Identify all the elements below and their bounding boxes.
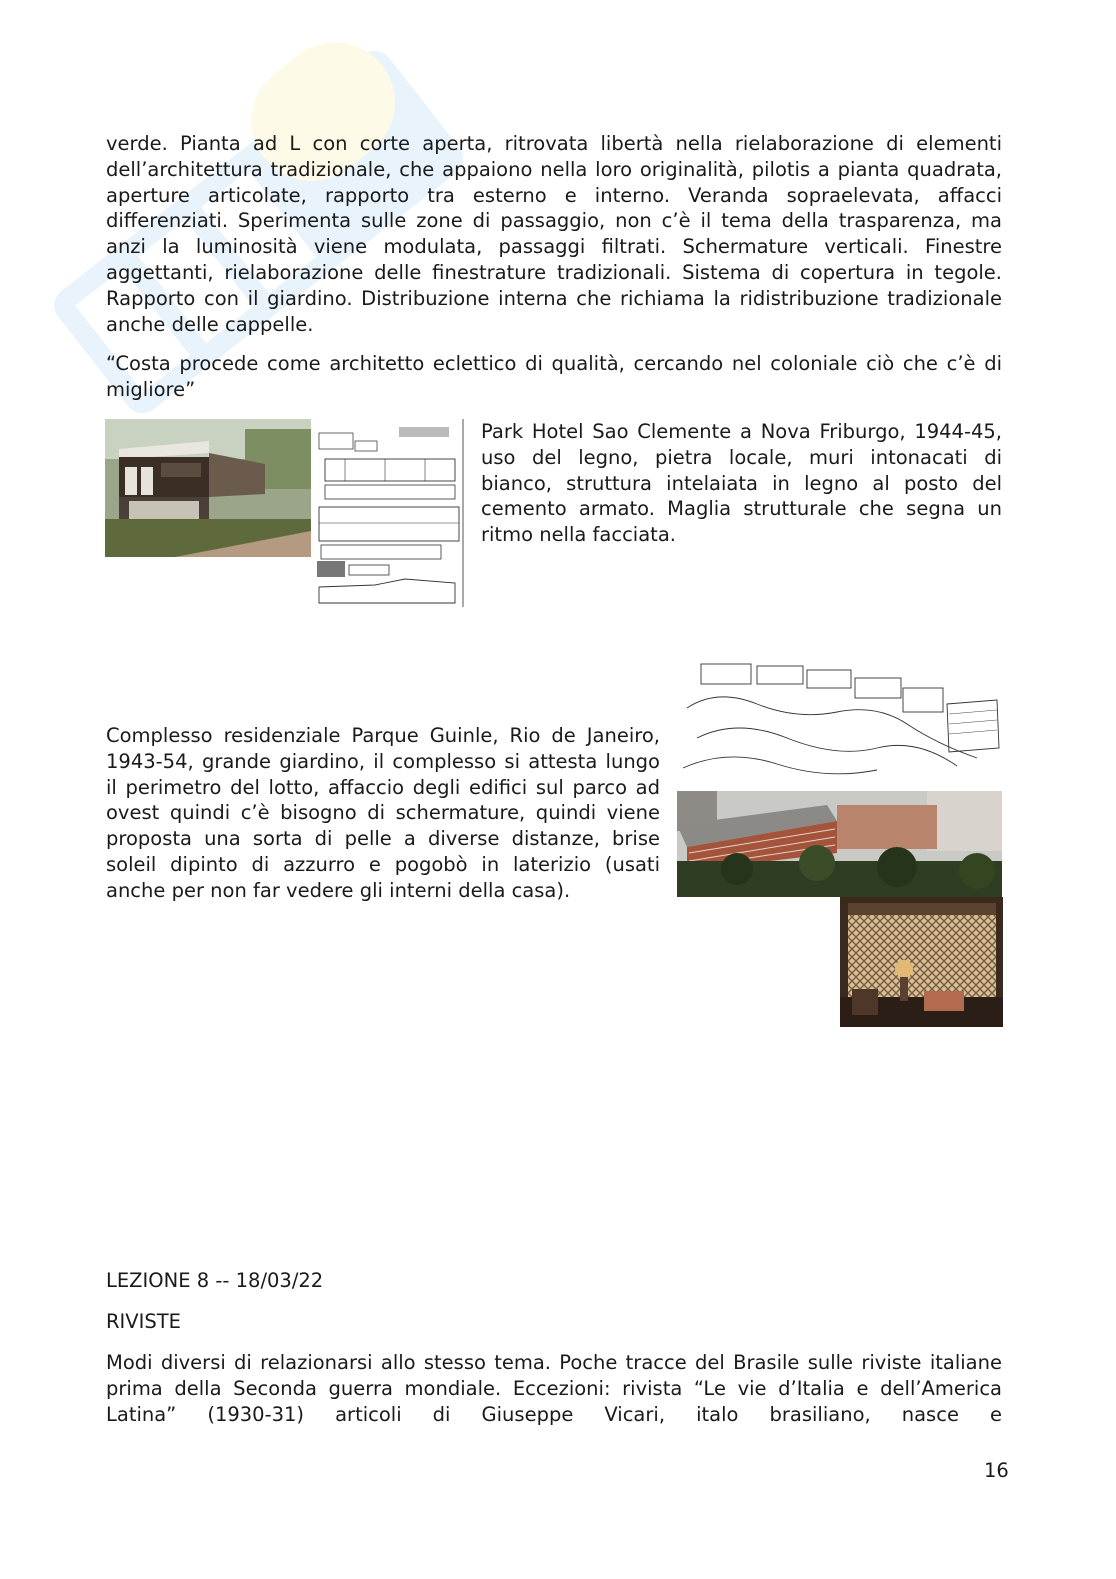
parque-guinle-interior-photo [840, 897, 1003, 1027]
page-number: 16 [984, 1459, 1009, 1482]
parque-guinle-photo [677, 791, 1002, 897]
paragraph-intro: verde. Pianta ad L con corte aperta, ritrovata libertà nella rielaborazione di elementi dell’architettura tradizionale, che appaiono nella loro originalità, pilotis a pianta quadrata, aperture articolate, rapporto tra esterno e interno. Veranda sopraelevata, affacci differenziati. Sperimenta sulle zone di passaggio, non c’è il tema della trasparenza, ma anzi la luminosità viene modulata, passaggi filtrati. Schermature verticali. Finestre aggettanti, rielaborazione delle finestrature tradizionali. Sistema di copertura in tegole. Rapporto con il giardino. Distribuzione interna che richiama la ridistribuzione tradizionale anche delle cappelle. [106, 132, 1002, 336]
paragraph-parque-guinle: Complesso residenziale Parque Guinle, Rio de Janeiro, 1943-54, grande giardino, il complesso si attesta lungo il perimetro del lotto, affaccio degli edifici sul parco ad ovest quindi c’è bisogno di schermature, quindi viene proposta una sorta di pelle a diverse distanze, brise soleil dipinto di azzurro e pogobò in laterizio (usati anche per non far vedere gli interni della casa). [106, 724, 660, 902]
paragraph-riviste: Modi diversi di relazionarsi allo stesso tema. Poche tracce del Brasile sulle riviste italiane prima della Seconda guerra mondiale. Eccezioni: rivista “Le vie d’Italia e dell’America Latina” (1930-31) articoli di Giuseppe Vicari, italo brasiliano, nasce e [106, 1351, 1002, 1426]
paragraph-quote: “Costa procede come architetto eclettico di qualità, cercando nel coloniale ciò che c’è di migliore” [106, 352, 1002, 401]
park-hotel-drawings [315, 419, 465, 607]
lesson-heading: LEZIONE 8 -- 18/03/22 [106, 1269, 324, 1292]
parque-guinle-sketch [677, 648, 1003, 778]
paragraph-park-hotel: Park Hotel Sao Clemente a Nova Friburgo, 1944-45, uso del legno, pietra locale, muri intonacati di bianco, struttura intelaiata in legno al posto del cemento armato. Maglia strutturale che segna un ritmo nella facciata. [481, 420, 1002, 547]
section-heading: RIVISTE [106, 1310, 182, 1333]
park-hotel-photo [105, 419, 311, 557]
